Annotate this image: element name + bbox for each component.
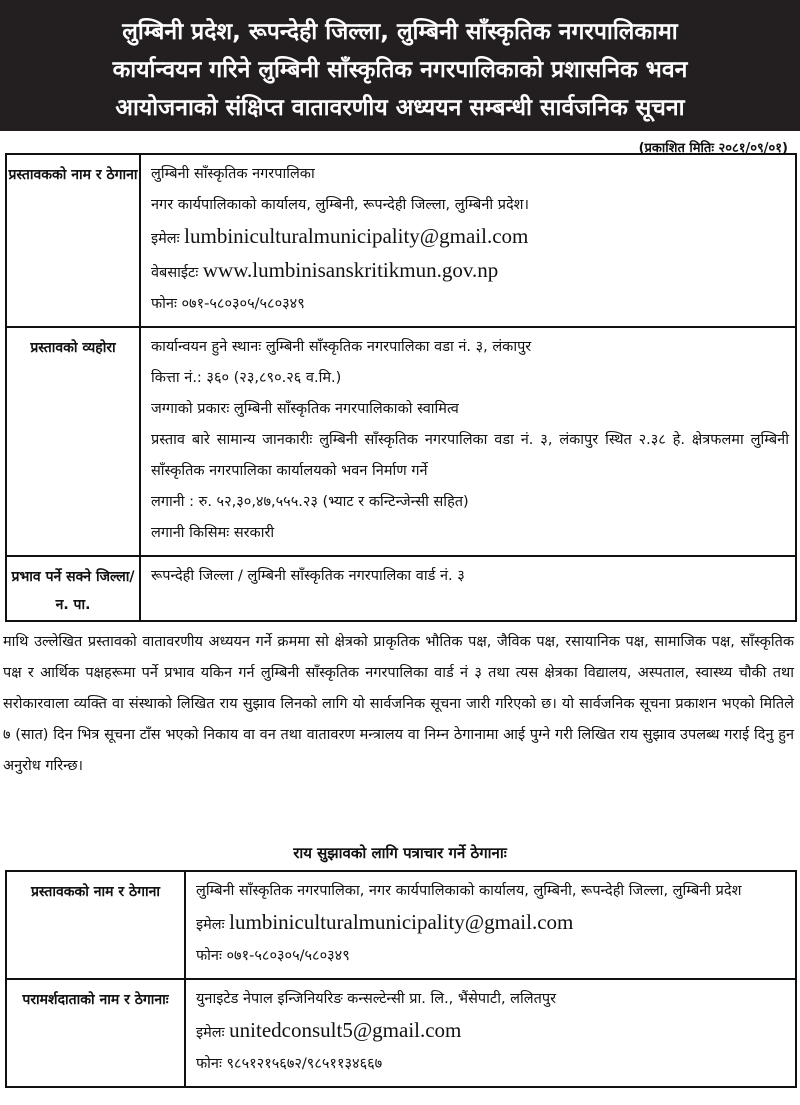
- contact-proposer-label: प्रस्तावकको नाम र ठेगाना: [6, 871, 185, 979]
- proposal-details-table: [5, 153, 797, 622]
- affected-area-label: प्रभाव पर्ने सक्ने जिल्ला/न. पा.: [6, 556, 140, 621]
- consultant-label: परामर्शदाताको नाम र ठेगानाः: [6, 979, 185, 1087]
- affected-area-row: [6, 556, 796, 621]
- proposer-row: [6, 154, 796, 327]
- contact-table: [5, 870, 797, 1088]
- title-line-3: आयोजनाको संक्षिप्त वातावरणीय अध्ययन सम्बन्धी सार्वजनिक सूचना: [115, 95, 685, 121]
- contact-proposer-row: [6, 871, 796, 979]
- contact-heading: राय सुझावको लागि पत्राचार गर्ने ठेगानाः: [293, 844, 507, 862]
- proposal-investment-type: लगानी किसिमः सरकारी: [151, 525, 275, 541]
- notice-title: [0, 0, 800, 131]
- proposer-value: [140, 154, 796, 327]
- title-line-2: कार्यान्वयन गरिने लुम्बिनी साँस्कृतिक नगरपालिकाको प्रशासनिक भवन: [112, 57, 688, 83]
- proposal-general-info: प्रस्ताव बारे सामान्य जानकारीः लुम्बिनी साँस्कृतिक नगरपालिका वडा नं. ३, लंकापुर स्थित २.३८ हे. क्षेत्रफलमा लुम्बिनी साँस्कृतिक नगरपालिका कार्यालयको भवन निर्माण गर्ने: [151, 432, 789, 479]
- title-line-1: लुम्बिनी प्रदेश, रूपन्देही जिल्ला, लुम्बिनी साँस्कृतिक नगरपालिकामा: [122, 19, 678, 45]
- proposal-investment: लगानी : रु. ५२,३०,४७,५५५.२३ (भ्याट र कन्टिन्जेन्सी सहित): [151, 494, 469, 510]
- contact-proposer-email-line: [196, 907, 789, 941]
- email-label: इमेलः: [196, 917, 225, 933]
- email-label: इमेलः: [151, 231, 180, 247]
- proposer-label: प्रस्तावकको नाम र ठेगाना: [6, 154, 140, 327]
- proposal-plot: कित्ता नं.: ३६० (२३,८९०.२६ व.मि.): [151, 370, 342, 386]
- proposer-email[interactable]: lumbiniculturalmunicipality@gmail.com: [184, 224, 529, 248]
- proposal-location: कार्यान्वयन हुने स्थानः लुम्बिनी साँस्कृतिक नगरपालिका वडा नं. ३, लंकापुर: [151, 339, 532, 355]
- contact-proposer-address: लुम्बिनी साँस्कृतिक नगरपालिका, नगर कार्यपालिकाको कार्यालय, लुम्बिनी, रूपन्देही जिल्ला, लुम्बिनी प्रदेश: [196, 883, 742, 899]
- proposer-name: लुम्बिनी साँस्कृतिक नगरपालिका: [151, 166, 315, 182]
- proposer-phone: फोनः ०७१-५८०३०५/५८०३४९: [151, 296, 305, 312]
- proposal-label: प्रस्तावको व्यहोरा: [6, 327, 140, 556]
- proposal-land-type: जग्गाको प्रकारः लुम्बिनी साँस्कृतिक नगरपालिकाको स्वामित्व: [151, 401, 459, 417]
- email-label: इमेलः: [196, 1025, 225, 1041]
- proposer-website[interactable]: www.lumbinisanskritikmun.gov.np: [202, 258, 499, 282]
- proposer-email-line: [151, 221, 789, 255]
- consultant-email[interactable]: unitedconsult5@gmail.com: [229, 1018, 462, 1042]
- notice-paragraph: माथि उल्लेखित प्रस्तावको वातावरणीय अध्ययन गर्ने क्रममा सो क्षेत्रको प्राकृतिक भौतिक पक्ष, जैविक पक्ष, रसायानिक पक्ष, सामाजिक पक्ष, साँस्कृतिक पक्ष र आर्थिक पक्षहरूमा पर्ने प्रभाव यकिन गर्न लुम्बिनी साँस्कृतिक नगरपालिका वार्ड नं ३ तथा त्यस क्षेत्रका विद्यालय, अस्पताल, स्वास्थ्य चौकी तथा सरोकारवाला व्यक्ति वा संस्थाको लिखित राय सुझाव लिनको लागि यो सार्वजनिक सूचना जारी गरिएको छ। यो सार्वजनिक सूचना प्रकाशन भएको मितिले ७ (सात) दिन भित्र सूचना टाँस भएको निकाय वा वन तथा वातावरण मन्त्रालय वा निम्न ठेगानामा आई पुग्ने गरी लिखित राय सुझाव उपलब्ध गराई दिनु हुन अनुरोध गरिन्छ।: [3, 634, 794, 774]
- contact-proposer-email[interactable]: lumbiniculturalmunicipality@gmail.com: [229, 910, 574, 934]
- proposer-office: नगर कार्यपालिकाको कार्यालय, लुम्बिनी, रूपन्देही जिल्ला, लुम्बिनी प्रदेश।: [151, 197, 530, 213]
- published-date: (प्रकाशित मितिः २०८१/०९/०१): [638, 141, 788, 156]
- website-label: वेबसाईटः: [151, 265, 199, 281]
- consultant-address: युनाइटेड नेपाल इन्जिनियरिङ कन्सल्टेन्सी प्रा. लि., भैंसेपाटी, ललितपुर: [196, 991, 557, 1007]
- affected-area-value: रूपन्देही जिल्ला / लुम्बिनी साँस्कृतिक नगरपालिका वार्ड नं. ३: [140, 556, 796, 621]
- consultant-value: [185, 979, 796, 1087]
- consultant-phone: फोनः ९८५१२१५६७२/९८५११३४६६७: [196, 1056, 383, 1072]
- proposer-website-line: [151, 255, 789, 289]
- contact-proposer-value: [185, 871, 796, 979]
- proposal-value: [140, 327, 796, 556]
- consultant-row: [6, 979, 796, 1087]
- proposal-row: [6, 327, 796, 556]
- consultant-email-line: [196, 1015, 789, 1049]
- contact-proposer-phone: फोनः ०७१-५८०३०५/५८०३४९: [196, 948, 350, 964]
